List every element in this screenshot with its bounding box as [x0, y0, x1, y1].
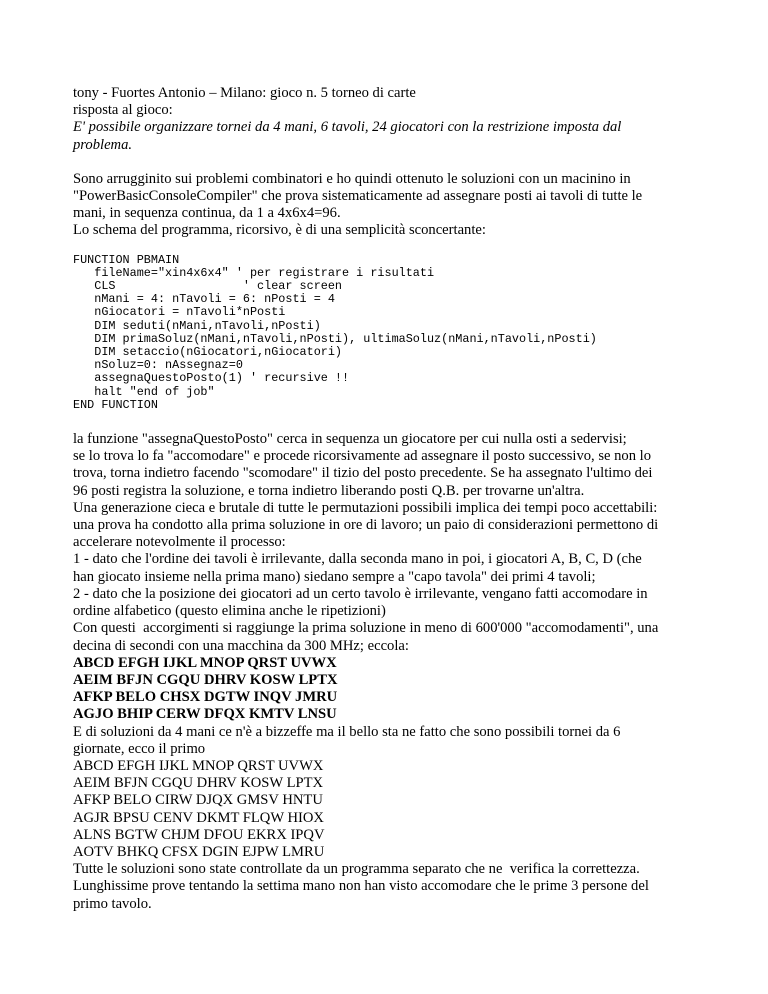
tournament-row: ABCD EFGH IJKL MNOP QRST UVWX: [73, 757, 324, 774]
solution-row: AEIM BFJN CGQU DHRV KOSW LPTX: [73, 671, 338, 688]
body-line: 2 - dato che la posizione dei giocatori ad un certo tavolo è irrilevante, vengano fatti accomodare in: [73, 585, 648, 602]
body-line: la funzione "assegnaQuestoPosto" cerca in sequenza un giocatore per cui nulla osti a sedervisi;: [73, 431, 627, 448]
tournament-row: ALNS BGTW CHJM DFOU EKRX IPQV: [73, 826, 325, 843]
document-page: [73, 85, 713, 913]
body-line: han giocato insieme nella prima mano) siedano sempre a "capo tavola" dei primi 4 tavoli;: [73, 568, 596, 585]
header-section: [73, 85, 713, 154]
code-line: halt "end of job": [73, 384, 215, 399]
first-solution-block: [73, 655, 713, 724]
solution-row: AFKP BELO CHSX DGTW INQV JMRU: [73, 689, 338, 706]
tournament-row: AOTV BHKQ CFSX DGIN EJPW LMRU: [73, 843, 325, 860]
code-block: [73, 254, 713, 412]
explanation-paragraph: [73, 431, 713, 655]
tournament-row: AEIM BFJN CGQU DHRV KOSW LPTX: [73, 775, 324, 792]
closing-line: Tutte le soluzioni sono state controllate da un programma separato che ne verifica la correttezza.: [73, 861, 640, 878]
solution-row: ABCD EFGH IJKL MNOP QRST UVWX: [73, 654, 337, 671]
intro-line: Sono arrugginito sui problemi combinatori e ho quindi ottenuto le soluzioni con un macinino in: [73, 170, 631, 187]
code-line: nMani = 4: nTavoli = 6: nPosti = 4: [73, 292, 335, 307]
tournament-row: AFKP BELO CIRW DJQX GMSV HNTU: [73, 792, 323, 809]
code-line: fileName="xin4x6x4" ' per registrare i risultati: [73, 265, 435, 280]
code-line: nGiocatori = nTavoli*nPosti: [73, 305, 286, 320]
code-line: DIM setaccio(nGiocatori,nGiocatori): [73, 345, 343, 360]
answer-text-line: E' possibile organizzare tornei da 4 mani, 6 tavoli, 24 giocatori con la restrizione imposta dal: [73, 119, 622, 136]
middle-line: giornate, ecco il primo: [73, 740, 206, 757]
tournament-block: [73, 758, 713, 861]
closing-line: Lunghissime prove tentando la settima mano non han visto accomodare che le prime 3 persone del: [73, 878, 649, 895]
code-line: DIM seduti(nMani,nTavoli,nPosti): [73, 318, 321, 333]
author-line: tony - Fuortes Antonio – Milano: gioco n. 5 torneo di carte: [73, 85, 416, 101]
tournament-row: AGJR BPSU CENV DKMT FLQW HIOX: [73, 809, 324, 826]
answer-heading: risposta al gioco:: [73, 102, 173, 119]
body-line: accelerare notevolmente il processo:: [73, 534, 286, 551]
body-line: 1 - dato che l'ordine dei tavoli è irrilevante, dalla seconda mano in poi, i giocatori A, B, C, D (che: [73, 551, 642, 568]
intro-paragraph: [73, 171, 713, 240]
solution-row: AGJO BHIP CERW DFQX KMTV LNSU: [73, 706, 337, 723]
intro-line: "PowerBasicConsoleCompiler" che prova sistematicamente ad assegnare posti ai tavoli di tutte le: [73, 188, 643, 205]
body-line: ordine alfabetico (questo elimina anche le ripetizioni): [73, 603, 386, 620]
middle-line: E di soluzioni da 4 mani ce n'è a bizzeffe ma il bello sta ne fatto che sono possibili tornei da 6: [73, 723, 621, 740]
code-line: END FUNCTION: [73, 397, 158, 412]
answer-text-line: problema.: [73, 136, 133, 153]
code-line: FUNCTION PBMAIN: [73, 252, 180, 267]
spacer: [73, 154, 713, 171]
body-line: trova, torna indietro facendo "scomodare" il tizio del posto precedente. Se ha assegnato l'ultimo dei: [73, 465, 653, 482]
body-line: Una generazione cieca e brutale di tutte le permutazioni possibili implica dei tempi poco accettabili:: [73, 499, 658, 516]
middle-paragraph: [73, 724, 713, 758]
code-line: nSoluz=0: nAssegnaz=0: [73, 358, 243, 373]
code-line: CLS ' clear screen: [73, 279, 343, 294]
body-line: una prova ha condotto alla prima soluzione in ore di lavoro; un paio di considerazioni permettono di: [73, 517, 659, 534]
body-line: 96 posti registra la soluzione, e torna indietro liberando posti Q.B. per trovarne un'altra.: [73, 482, 585, 499]
closing-paragraph: [73, 861, 713, 913]
body-line: Con questi accorgimenti si raggiunge la prima soluzione in meno di 600'000 "accomodamenti", una: [73, 620, 659, 637]
code-line: assegnaQuestoPosto(1) ' recursive !!: [73, 371, 350, 386]
body-line: decina di secondi con una macchina da 300 MHz; eccola:: [73, 637, 409, 654]
intro-line: Lo schema del programma, ricorsivo, è di una semplicità sconcertante:: [73, 222, 486, 239]
code-line: DIM primaSoluz(nMani,nTavoli,nPosti), ultimaSoluz(nMani,nTavoli,nPosti): [73, 331, 597, 346]
closing-line: primo tavolo.: [73, 895, 152, 912]
intro-line: mani, in sequenza continua, da 1 a 4x6x4=96.: [73, 205, 341, 222]
body-line: se lo trova lo fa "accomodare" e procede ricorsivamente ad assegnare il posto successivo, se non lo: [73, 448, 652, 465]
